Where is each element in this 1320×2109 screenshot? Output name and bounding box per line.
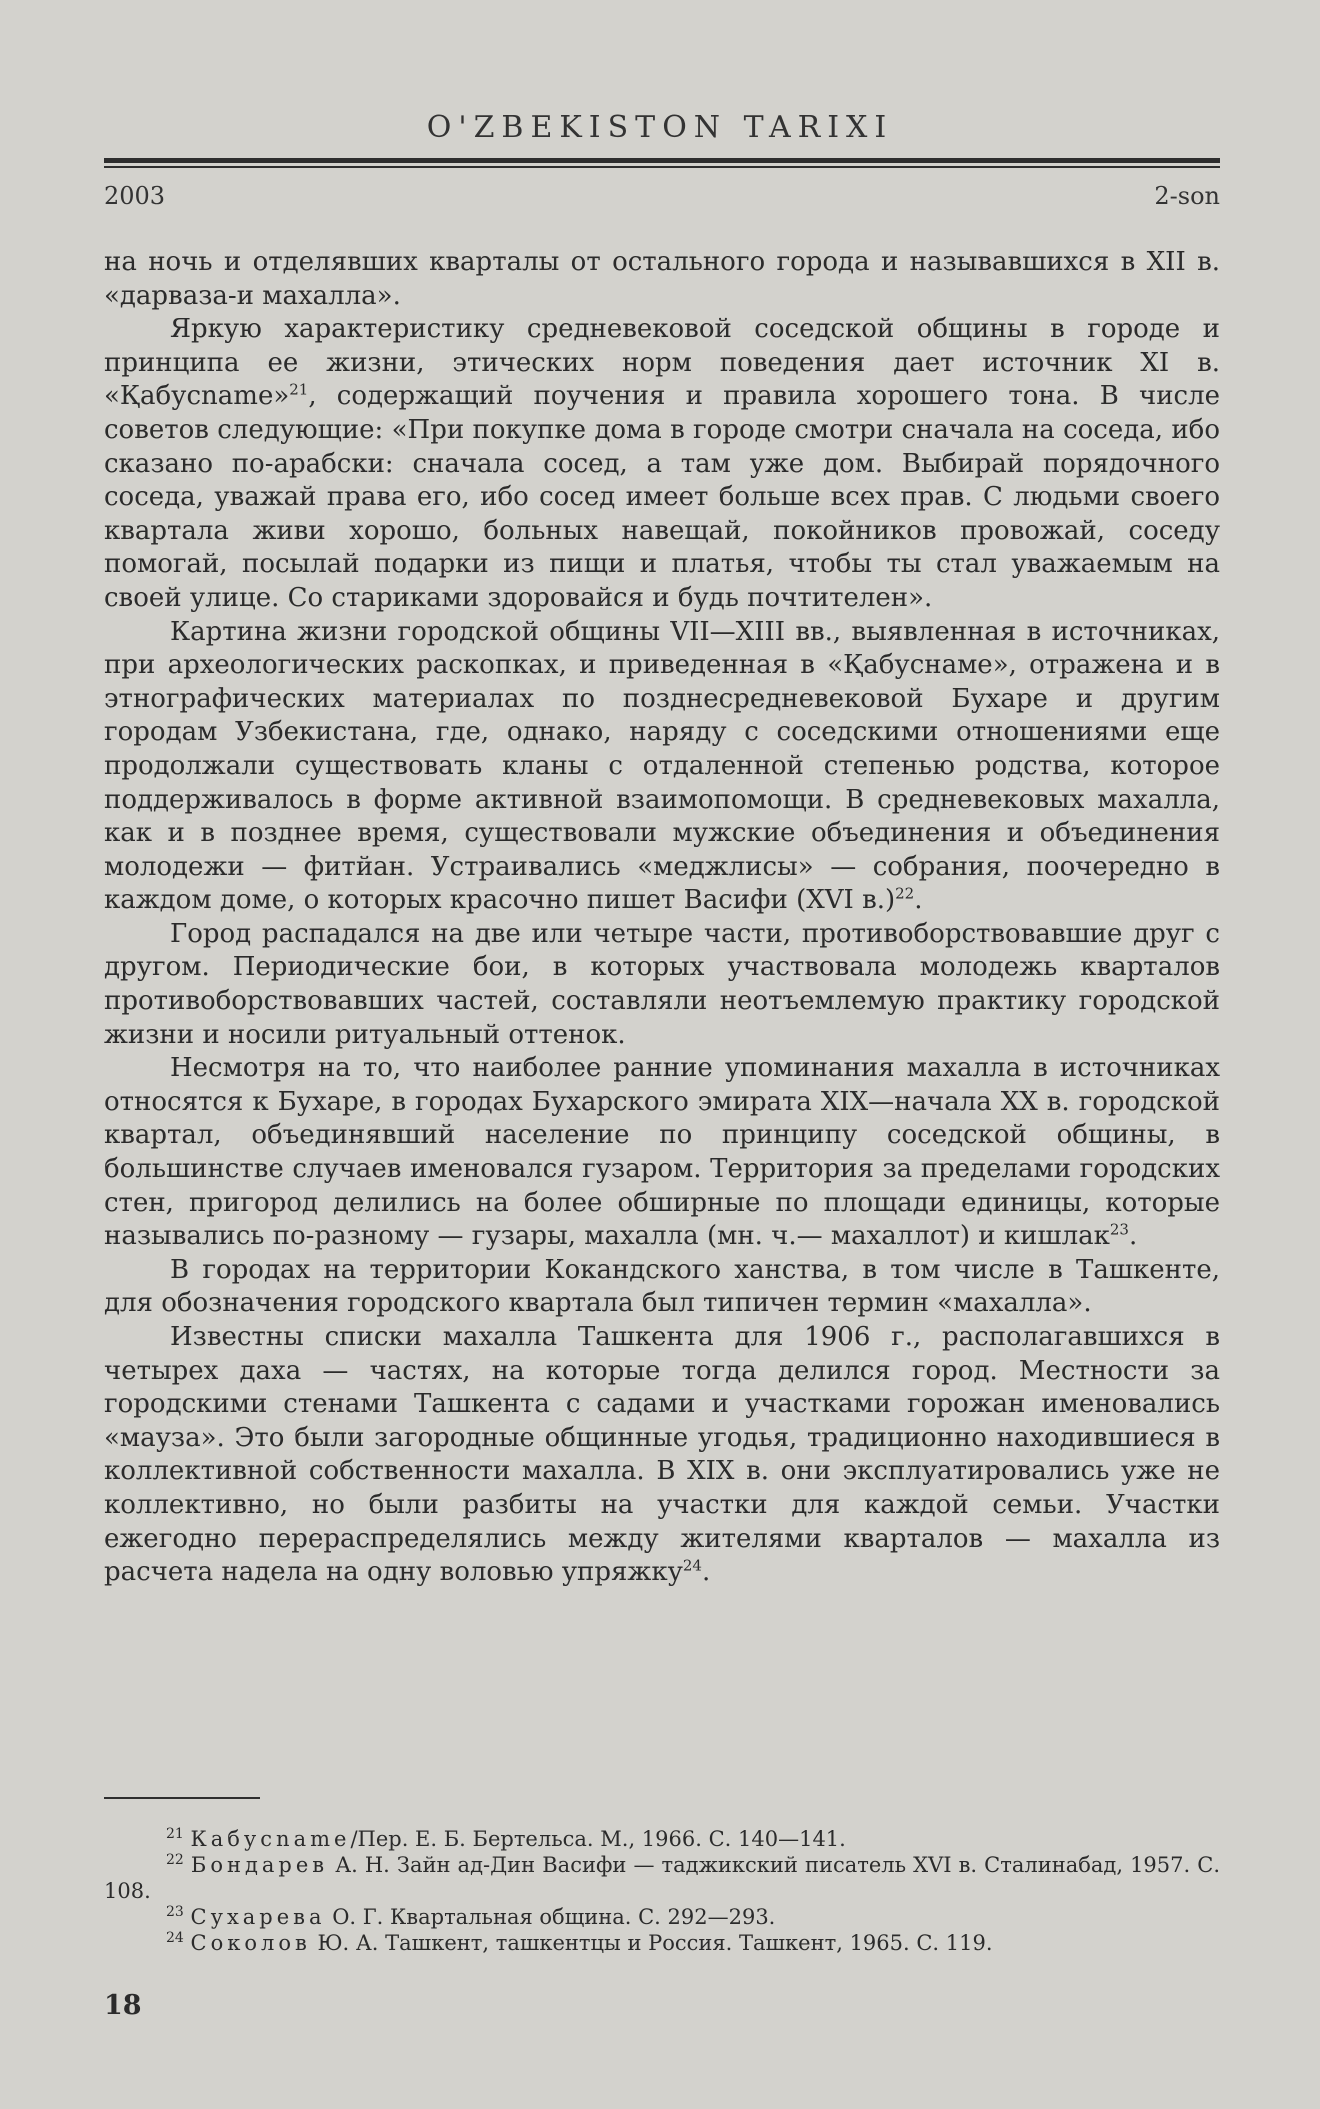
paragraph: В городах на территории Кокандского ханства, в том числе в Ташкенте, для обозначения городского квартала был типичен термин «махалла». — [104, 1254, 1220, 1319]
paragraph-text: . — [701, 1557, 711, 1588]
footnote-ref: 22 — [895, 884, 915, 903]
paragraph-text: Яркую характеристику средневековой соседской общины в городе и принципа ее жизни, этических норм поведения дает источник XI в. «Қабусname» — [104, 314, 1220, 412]
paragraph — [104, 313, 1220, 615]
paragraph-text: . — [1128, 1221, 1138, 1252]
footnote — [104, 1826, 1220, 1852]
footnote-text: А. Н. Зайн ад-Дин Васифи — таджикский писатель XVI в. Сталинабад, 1957. С. 108. — [104, 1853, 1220, 1903]
issue-number: 2-son — [1154, 182, 1220, 210]
footnote-author: Соколов — [190, 1931, 311, 1955]
footnote-ref: 21 — [289, 380, 309, 399]
footnote — [104, 1904, 1220, 1930]
footnote-number: 24 — [166, 1930, 184, 1946]
header-rule-thin — [104, 166, 1220, 168]
footnote-separator — [104, 1797, 260, 1799]
paragraph-text: Известны списки махалла Ташкента для 1906 г., располагавшихся в четырех даха — частях, на которые тогда делился город. Местности за городскими стенами Ташкента с садами и участками горожан именовались «мауза». Это были загородные общинные угодья, традиционно находившиеся в коллективной собственности махалла. В XIX в. они эксплуатировались уже не коллективно, но были разбиты на участки для каждой семьи. Участки ежегодно перераспределялись между жителями кварталов — махалла из расчета надела на одну воловью упряжку — [104, 1322, 1220, 1588]
paragraph — [104, 1321, 1220, 1590]
paragraph-continued: на ночь и отделявших кварталы от остального города и называвшихся в XII в. «дарваза-и махалла». — [104, 247, 1220, 311]
paragraph: Город распадался на две или четыре части, противоборствовавшие друг с другом. Периодические бои, в которых участвовала молодежь кварталов противоборствовавших частей, составляли неотъемлемую практику городской жизни и носили ритуальный оттенок. — [104, 918, 1220, 1050]
footnote — [104, 1852, 1220, 1904]
footnote — [104, 1930, 1220, 1956]
issue-year: 2003 — [104, 182, 166, 210]
paragraph — [104, 1052, 1220, 1254]
footnote-ref: 24 — [682, 1556, 702, 1575]
footnote-author: Кабусname — [190, 1827, 351, 1851]
paragraph-text: Несмотря на то, что наиболее ранние упоминания махалла в источниках относятся к Бухаре, в городах Бухарского эмирата XIX—начала XX в. городской квартал, объединявший население по принципу соседской общины, в большинстве случаев именовался гузаром. Территория за пределами городских стен, пригород делились на более обширные по площади единицы, которые назывались по-разному — гузары, махалла (мн. ч.— махаллот) и кишлак — [104, 1053, 1220, 1252]
footnotes — [104, 1826, 1220, 1956]
footnote-author: Бондарев — [190, 1853, 329, 1877]
running-header-title: O'ZBEKISTON TARIXI — [426, 110, 894, 145]
paragraph-text: , содержащий поучения и правила хорошего тона. В числе советов следующие: «При покупке дома в городе смотри сначала на соседа, ибо сказано по-арабски: сначала сосед, а там уже дом. Выбирай порядочного соседа, уважай права его, ибо сосед имеет больше всех прав. С людьми своего квартала живи хорошо, больных навещай, покойников провожай, соседу помогай, посылай подарки из пищи и платья, чтобы ты стал уважаемым на своей улице. Со стариками здоровайся и будь почтителен». — [104, 381, 1220, 613]
footnote-number: 21 — [166, 1826, 184, 1842]
paragraph — [104, 616, 1220, 918]
paragraph-text: Картина жизни городской общины VII—XIII вв., выявленная в источниках, при археологических раскопках, и приведенная в «Қабуснаме», отражена и в этнографических материалах по позднесредневековой Бухаре и другим городам Узбекистана, где, однако, наряду с соседскими отношениями еще продолжали существовать кланы с отдаленной степенью родства, которое поддерживалось в форме активной взаимопомощи. В средневековых махалла, как и в позднее время, существовали мужские объединения и объединения молодежи — фитйан. Устраивались «меджлисы» — собрания, поочередно в каждом доме, о которых красочно пишет Васифи (XVI в.) — [104, 616, 1220, 916]
footnote-number: 23 — [166, 1904, 184, 1920]
paragraph-text: . — [914, 885, 923, 916]
footnote-text: /Пер. Е. Б. Бертельса. М., 1966. С. 140—141. — [350, 1827, 846, 1851]
footnote-ref: 23 — [1109, 1220, 1129, 1239]
footnote-text: О. Г. Квартальная община. С. 292—293. — [325, 1905, 776, 1929]
page-number: 18 — [104, 1990, 142, 2021]
article-body — [104, 246, 1220, 1590]
header-rule-thick — [104, 158, 1220, 163]
footnote-author: Сухарева — [190, 1905, 326, 1929]
footnote-text: Ю. А. Ташкент, ташкентцы и Россия. Ташкент, 1965. С. 119. — [310, 1931, 993, 1955]
footnote-number: 22 — [166, 1852, 184, 1868]
